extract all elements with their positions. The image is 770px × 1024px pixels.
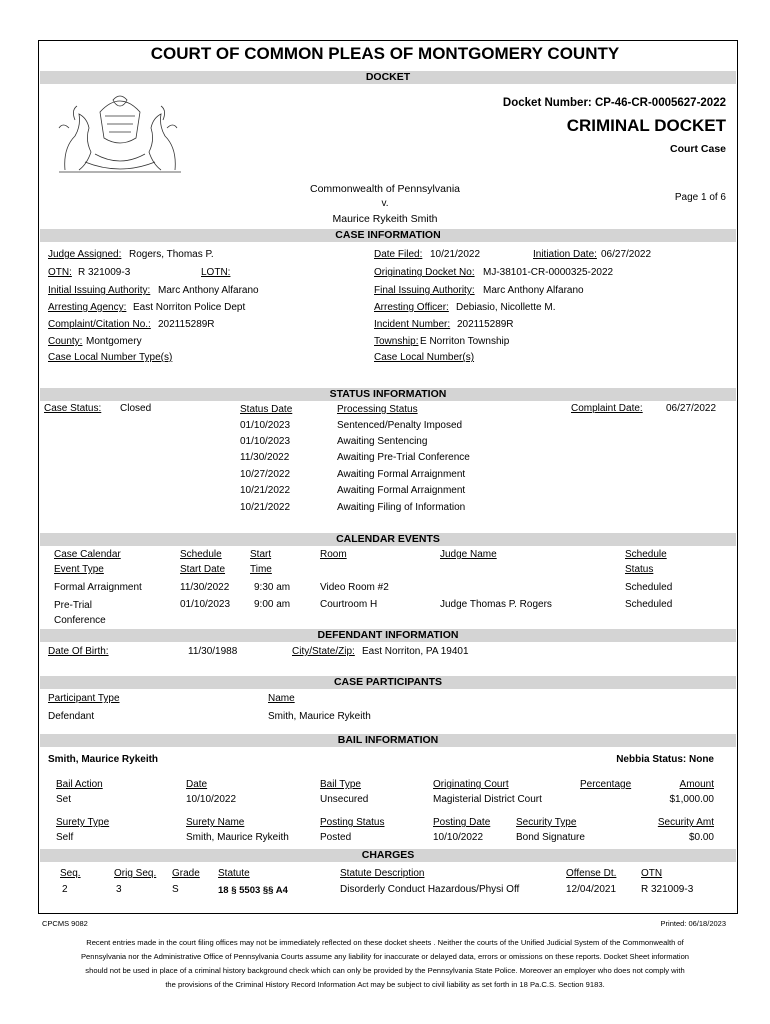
surety-name-header: Surety Name: [186, 817, 245, 828]
bail-date-header: Date: [186, 779, 208, 790]
complaint-label: Complaint/Citation No.:: [48, 319, 151, 330]
case-kind: Court Case: [669, 143, 726, 155]
caption-line1: Commonwealth of Pennsylvania: [310, 183, 460, 195]
city-label: City/State/Zip:: [292, 646, 355, 657]
defendant-bar: DEFENDANT INFORMATION: [40, 629, 736, 642]
status-row-date: 01/10/2023: [240, 420, 291, 431]
judge-label: Judge Assigned:: [48, 249, 122, 260]
cal-header-sched: Schedule: [180, 549, 222, 560]
security-type-header: Security Type: [516, 817, 577, 828]
orig-docket-value: MJ-38101-CR-0000325-2022: [483, 267, 614, 278]
cal-header-start2: Time: [250, 564, 272, 575]
charge-seq: 2: [62, 884, 68, 895]
cal-row-status: Scheduled: [625, 599, 673, 610]
init-auth-label: Initial Issuing Authority:: [48, 285, 151, 296]
charge-statute-header: Statute: [218, 868, 250, 879]
otn-value: R 321009-3: [78, 267, 131, 278]
cal-header-event: Case Calendar: [54, 549, 121, 560]
initiation-value: 06/27/2022: [601, 249, 652, 260]
charge-seq-header: Seq.: [60, 868, 81, 879]
charge-otn-header: OTN: [641, 868, 663, 879]
township-label: Township:: [374, 336, 419, 347]
posting-status: Posted: [320, 832, 352, 843]
charge-grade: S: [172, 884, 179, 895]
case-status-value: Closed: [120, 403, 152, 414]
court-title: COURT OF COMMON PLEAS OF MONTGOMERY COUNTY: [150, 44, 620, 63]
page-indicator: Page 1 of 6: [674, 192, 726, 203]
cal-row-room: Courtroom H: [320, 599, 378, 610]
processing-header: Processing Status: [337, 404, 418, 415]
county-label: County:: [48, 336, 83, 347]
docket-type: CRIMINAL DOCKET: [566, 116, 726, 135]
posting-status-header: Posting Status: [320, 817, 385, 828]
status-row-status: Awaiting Filing of Information: [337, 502, 466, 513]
lotn-label: LOTN:: [201, 267, 231, 278]
bail-bar: BAIL INFORMATION: [40, 734, 736, 747]
township-value: E Norriton Township: [420, 336, 510, 347]
final-auth-label: Final Issuing Authority:: [374, 285, 475, 296]
surety-type-header: Surety Type: [56, 817, 110, 828]
status-row-date: 01/10/2023: [240, 436, 291, 447]
status-row-status: Awaiting Pre-Trial Conference: [337, 452, 470, 463]
status-row-status: Awaiting Formal Arraignment: [337, 469, 466, 480]
cal-header-judge: Judge Name: [440, 549, 497, 560]
judge-value: Rogers, Thomas P.: [129, 249, 214, 260]
cal-row-date: 11/30/2022: [180, 582, 230, 593]
bail-court: Magisterial District Court: [433, 794, 542, 805]
local-num-label: Case Local Number(s): [374, 352, 475, 363]
cal-header-room: Room: [320, 549, 347, 560]
participant-type: Defendant: [48, 711, 95, 722]
cal-header-status2: Status: [625, 564, 654, 575]
docket-bar: DOCKET: [40, 71, 736, 84]
county-value: Montgomery: [86, 336, 142, 347]
cal-row-room: Video Room #2: [320, 582, 389, 593]
caption-line3: Maurice Rykeith Smith: [332, 213, 438, 225]
cal-header-status: Schedule: [625, 549, 667, 560]
charges-bar: CHARGES: [40, 849, 736, 862]
city-value: East Norriton, PA 19401: [362, 646, 469, 657]
bail-date: 10/10/2022: [186, 794, 237, 805]
dob-label: Date Of Birth:: [48, 646, 109, 657]
bail-action: Set: [56, 794, 72, 805]
form-id: CPCMS 9082: [42, 919, 88, 928]
orig-docket-label: Originating Docket No:: [374, 267, 475, 278]
status-date-header: Status Date: [240, 404, 293, 415]
status-row-status: Awaiting Formal Arraignment: [337, 485, 466, 496]
otn-label: OTN:: [48, 267, 72, 278]
participant-type-header: Participant Type: [48, 693, 120, 704]
charge-statute: 18 § 5503 §§ A4: [218, 885, 288, 896]
status-row-status: Sentenced/Penalty Imposed: [337, 420, 463, 431]
status-row-status: Awaiting Sentencing: [337, 436, 428, 447]
security-amt-header: Security Amt: [657, 817, 714, 828]
arresting-agency-label: Arresting Agency:: [48, 302, 127, 313]
dob-value: 11/30/1988: [188, 646, 238, 657]
bail-court-header: Originating Court: [433, 779, 509, 790]
status-row-date: 11/30/2022: [240, 452, 290, 463]
initiation-label: Initiation Date:: [533, 249, 597, 260]
arresting-officer-value: Debiasio, Nicollette M.: [456, 302, 556, 313]
status-row-date: 10/27/2022: [240, 469, 291, 480]
arresting-agency-value: East Norriton Police Dept: [133, 302, 246, 313]
complaint-date-label: Complaint Date:: [571, 403, 643, 414]
bail-type-header: Bail Type: [320, 779, 361, 790]
case-info-bar: CASE INFORMATION: [40, 229, 736, 242]
cal-row-time: 9:00 am: [254, 599, 291, 610]
status-info-bar: STATUS INFORMATION: [40, 388, 736, 401]
complaint-date-value: 06/27/2022: [666, 403, 717, 414]
status-row-date: 10/21/2022: [240, 485, 291, 496]
charge-offense-header: Offense Dt.: [566, 868, 617, 879]
cal-row-event: Formal Arraignment: [54, 582, 142, 593]
cal-row-status: Scheduled: [625, 582, 673, 593]
charge-desc: Disorderly Conduct Hazardous/Physi Off: [340, 884, 520, 895]
nebbia-status: Nebbia Status: None: [616, 754, 714, 765]
bail-action-header: Bail Action: [56, 779, 103, 790]
charge-grade-header: Grade: [172, 868, 200, 879]
participants-bar: CASE PARTICIPANTS: [40, 676, 736, 689]
date-filed-value: 10/21/2022: [430, 249, 481, 260]
cal-header-sched2: Start Date: [180, 564, 226, 575]
docket-number: Docket Number: CP-46-CR-0005627-2022: [502, 97, 726, 109]
arresting-officer-label: Arresting Officer:: [374, 302, 449, 313]
bail-amount: $1,000.00: [669, 794, 714, 805]
surety-name: Smith, Maurice Rykeith: [186, 832, 289, 843]
incident-value: 202115289R: [457, 319, 514, 330]
disclaimer: Recent entries made in the court filing offices may not be immediately reflected on these docket sheets . Neither the courts of the Unified Judicial System of the Commonwealth of Pennsylvania nor the Administrative Office of Pennsylvania Courts assume any liability for inaccurate or delayed data, errors or omissions on these reports. Docket Sheet information should not be used in place of a criminal history background check which can only be provided by the Pennsylvania State Police. Moreover an employer who does not comply with the provisions of the Criminal History Record Information Act may be subject to civil liability as set forth in 18 Pa.C.S. Section 9183.: [80, 938, 690, 989]
bail-pct-header: Percentage: [580, 779, 632, 790]
participant-name-header: Name: [268, 693, 295, 704]
cal-row-time: 9:30 am: [254, 582, 291, 593]
init-auth-value: Marc Anthony Alfarano: [158, 285, 259, 296]
charge-offense: 12/04/2021: [566, 884, 617, 895]
cal-header-start: Start: [250, 549, 272, 560]
cal-row-judge: Judge Thomas P. Rogers: [440, 599, 552, 610]
final-auth-value: Marc Anthony Alfarano: [483, 285, 584, 296]
bail-amount-header: Amount: [679, 779, 714, 790]
posting-date-header: Posting Date: [433, 817, 491, 828]
security-type: Bond Signature: [516, 832, 585, 843]
posting-date: 10/10/2022: [433, 832, 484, 843]
incident-label: Incident Number:: [374, 319, 451, 330]
local-type-label: Case Local Number Type(s): [48, 352, 173, 363]
cal-header-event2: Event Type: [54, 564, 104, 575]
charge-desc-header: Statute Description: [340, 868, 425, 879]
charge-otn: R 321009-3: [641, 884, 694, 895]
charge-orig-header: Orig Seq.: [114, 868, 157, 879]
cal-row-event2: Conference: [54, 615, 106, 626]
calendar-bar: CALENDAR EVENTS: [40, 533, 736, 546]
caption-line2: v.: [381, 198, 389, 209]
status-row-date: 10/21/2022: [240, 502, 291, 513]
participant-name: Smith, Maurice Rykeith: [268, 711, 371, 722]
complaint-value: 202115289R: [158, 319, 215, 330]
cal-row-event: Pre-Trial: [54, 600, 92, 611]
surety-type: Self: [56, 832, 74, 843]
charge-orig: 3: [116, 884, 122, 895]
bail-person: Smith, Maurice Rykeith: [48, 754, 159, 765]
bail-type: Unsecured: [320, 794, 369, 805]
case-status-label: Case Status:: [44, 403, 102, 414]
cal-row-date: 01/10/2023: [180, 599, 231, 610]
date-filed-label: Date Filed:: [374, 249, 423, 260]
printed-date: Printed: 06/18/2023: [660, 919, 726, 928]
security-amt: $0.00: [688, 832, 714, 843]
pennsylvania-seal-icon: [55, 92, 185, 176]
